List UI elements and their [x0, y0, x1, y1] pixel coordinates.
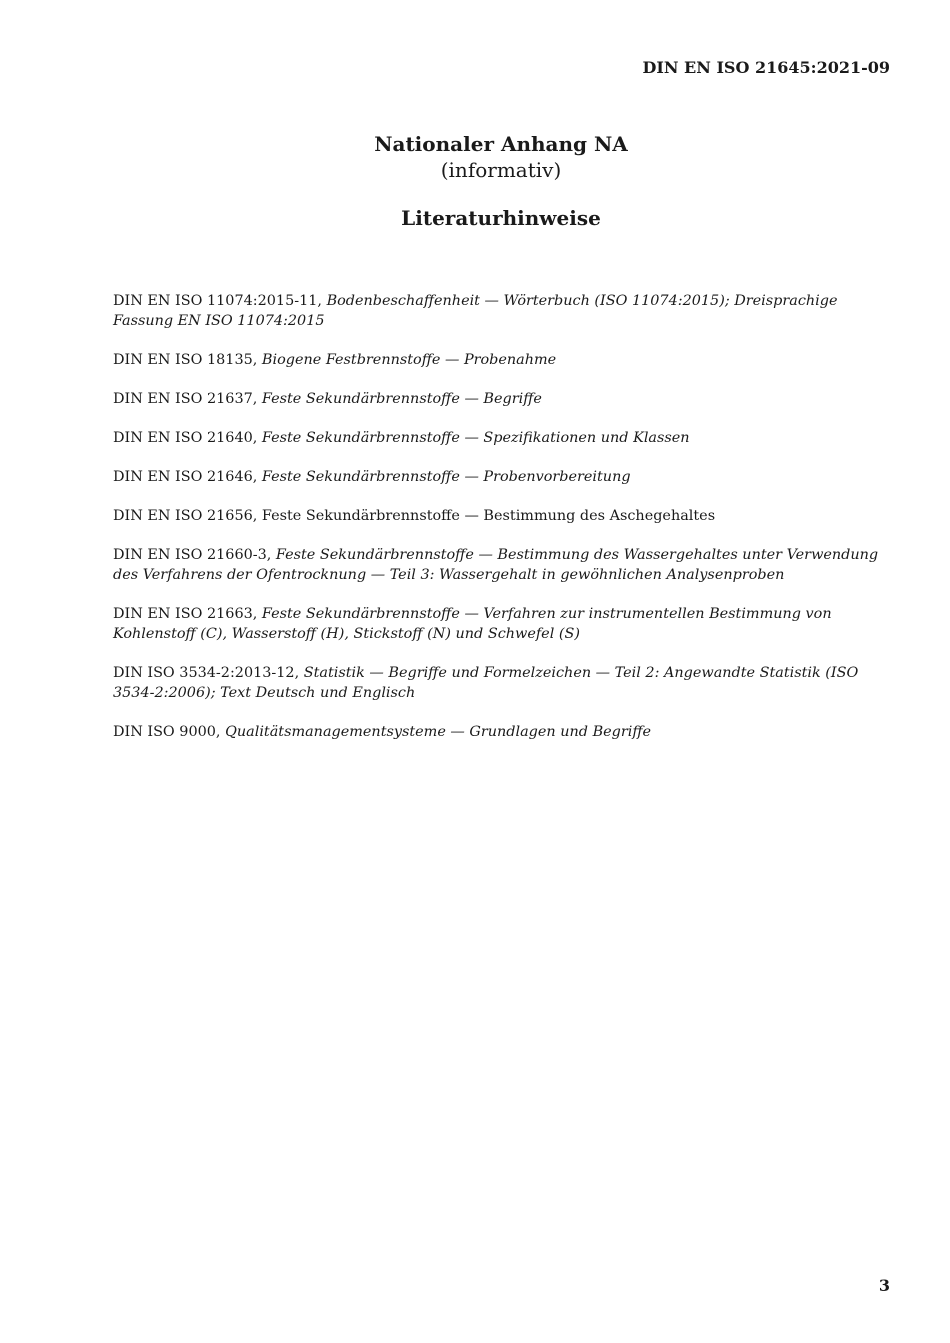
- reference-title: Statistik — Begriffe und Formelzeichen — Teil 2: Angewandte Statistik (ISO 3534-2:2006); Text Deutsch und Englisch: [113, 665, 859, 701]
- document-id: DIN EN ISO 21645:2021-09: [642, 58, 890, 77]
- reference-item: [113, 604, 893, 644]
- reference-item: [113, 428, 893, 448]
- reference-number: DIN EN ISO 11074:2015-11,: [113, 293, 327, 309]
- reference-item: [113, 722, 893, 742]
- reference-title: Feste Sekundärbrennstoffe — Begriffe: [261, 391, 542, 407]
- page-number: 3: [878, 1276, 890, 1295]
- reference-number: DIN ISO 9000,: [113, 724, 226, 740]
- reference-number: DIN ISO 3534-2:2013-12,: [113, 665, 304, 681]
- reference-title: Feste Sekundärbrennstoffe — Probenvorbereitung: [261, 469, 631, 485]
- reference-number: DIN EN ISO 21646,: [113, 469, 262, 485]
- reference-title: Bodenbeschaffenheit — Wörterbuch (ISO 11074:2015); Dreisprachige Fassung EN ISO 11074:2015: [113, 293, 838, 329]
- reference-number: DIN EN ISO 21660-3,: [113, 547, 276, 563]
- reference-title: Feste Sekundärbrennstoffe — Verfahren zur instrumentellen Bestimmung von Kohlenstoff (C), Wasserstoff (H), Stickstoff (N) und Schwefel (S): [113, 606, 832, 642]
- section-title: Literaturhinweise: [401, 206, 601, 230]
- reference-item: [113, 467, 893, 487]
- reference-item: [113, 545, 893, 585]
- reference-number: DIN EN ISO 21637,: [113, 391, 262, 407]
- reference-number: DIN EN ISO 21656,: [113, 508, 262, 524]
- reference-item: [113, 291, 893, 331]
- annex-title: Nationaler Anhang NA: [374, 132, 628, 156]
- reference-title: Biogene Festbrennstoffe — Probenahme: [261, 352, 557, 368]
- reference-item: [113, 663, 893, 703]
- reference-number: DIN EN ISO 21640,: [113, 430, 262, 446]
- reference-title: Qualitätsmanagementsysteme — Grundlagen und Begriffe: [225, 724, 652, 740]
- reference-list: [113, 291, 893, 761]
- reference-item: [113, 506, 893, 526]
- reference-title: Feste Sekundärbrennstoffe — Spezifikationen und Klassen: [261, 430, 690, 446]
- reference-item: [113, 389, 893, 409]
- reference-title: Feste Sekundärbrennstoffe — Bestimmung des Wassergehaltes unter Verwendung des Verfahrens der Ofentrocknung — Teil 3: Wassergehalt in gewöhnlichen Analysenproben: [113, 547, 879, 583]
- reference-title: Feste Sekundärbrennstoffe — Bestimmung des Aschegehaltes: [261, 508, 716, 524]
- annex-heading: [0, 131, 950, 183]
- annex-type: (informativ): [440, 158, 562, 182]
- reference-number: DIN EN ISO 18135,: [113, 352, 262, 368]
- reference-item: [113, 350, 893, 370]
- reference-number: DIN EN ISO 21663,: [113, 606, 262, 622]
